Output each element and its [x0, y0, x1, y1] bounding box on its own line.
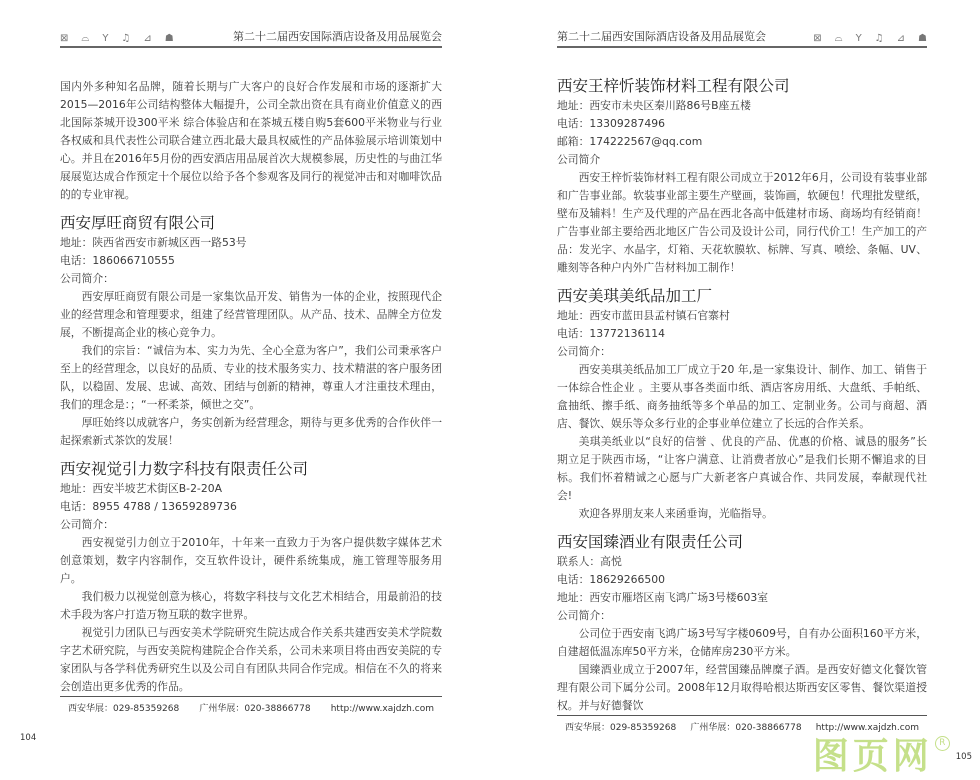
company-name: 西安国臻酒业有限责任公司 [557, 533, 744, 551]
address: 地址：西安市未央区秦川路86号B座五楼 [557, 99, 751, 112]
left-content [60, 78, 442, 696]
company-entry [60, 212, 442, 450]
header-title: 第二十二届西安国际酒店设备及用品展览会 [557, 30, 766, 43]
menu-card-icon: ⊠ [60, 33, 69, 44]
paragraph: 我们极力以视觉创意为核心，将数字科技与文化艺术相结合，用最前沿的技术手段为客户打造万物互联的数字世界。 [60, 590, 442, 621]
left-page [0, 0, 490, 761]
bell-icon: ♫ [121, 33, 131, 44]
wine-glass-icon: Y [855, 33, 862, 44]
kettle-icon: ⊿ [143, 33, 152, 44]
company-name: 西安王梓忻装饰材料工程有限公司 [557, 77, 790, 95]
page-header [60, 32, 442, 48]
phone: 电话：18629266500 [557, 573, 665, 586]
intro-label: 公司简介： [557, 345, 611, 358]
watermark-logo: 图页网 [812, 736, 933, 777]
menu-card-icon: ⊠ [813, 33, 822, 44]
address: 地址：西安市雁塔区南飞鸿广场3号楼603室 [557, 591, 769, 604]
guangzhou-contact: 广州华展：020-38866778 [690, 723, 802, 733]
page-header [557, 32, 927, 48]
registered-mark: R [935, 736, 950, 751]
intro-paragraph: 国内外多种知名品牌，随着长期与广大客户的良好合作发展和市场的逐渐扩大2015—2016年公司结构整体大幅提升，公司全款出资在具有商业价值意义的西北国际茶城开设300平米 综合体验店和在茶城五楼自购5套600平米物业与行业各权威和具代表性公司联合建立西北最大最具权威性的产品体验展示培训策划中心。并且在2016年5月份的西安酒店用品展首次大规模参展，历史性的与曲江华展展览达成合作预定十个展位以给予各个参观客及同行的视觉冲击和对咖啡饮品的的专业审视。 [60, 80, 442, 201]
company-entry [60, 458, 442, 696]
kettle-icon: ⊿ [896, 33, 906, 44]
page-footer [60, 696, 442, 715]
intro-label: 公司简介 [557, 153, 601, 166]
bell-icon: ♫ [874, 33, 884, 44]
company-entry [557, 531, 927, 715]
website-link[interactable]: http://www.xajdzh.com [330, 704, 434, 714]
intro-label: 公司简介： [60, 272, 114, 285]
dining-table-icon: ⌓ [834, 33, 843, 44]
wine-glass-icon: Y [102, 33, 109, 44]
contact-person: 联系人：高悦 [557, 555, 622, 568]
paragraph: 公司位于西安南飞鸿广场3号写字楼0609号，自有办公面积160平方米，自建超低温冻库50平方米，仓储库房230平方米。 [557, 627, 927, 658]
address: 地址：西安市蓝田县孟村镇石官寨村 [557, 309, 730, 322]
phone: 电话：186066710555 [60, 254, 175, 267]
xian-contact: 西安华展：029-85359268 [565, 723, 677, 733]
header-icons [813, 33, 927, 44]
intro-label: 公司简介： [557, 609, 611, 622]
address: 地址：西安半坡艺术街区B-2-20A [60, 482, 222, 495]
paragraph: 国臻酒业成立于2007年，经营国臻品牌糜子酒。是西安好德文化餐饮管理有限公司下属分公司。2008年12月取得哈根达斯西安区零售、餐饮渠道授权。并与好德餐饮 [557, 663, 927, 712]
paragraph: 西安厚旺商贸有限公司是一家集饮品开发、销售为一体的企业，按照现代企业的经营理念和管理要求，组建了经营管理团队。从产品、技术、品牌全方位发展，不断提高企业的核心竞争力。 [60, 290, 442, 339]
intro-label: 公司简介： [60, 518, 114, 531]
page-number: 104 [20, 733, 37, 743]
phone: 电话：13309287496 [557, 117, 665, 130]
paragraph: 我们的宗旨：“诚信为本、实力为先、全心全意为客户”，我们公司秉承客户至上的经营理念，以良好的品质、专业的技术服务实力、技术精湛的客户服务团队，以稳固、发展、忠诚、高效、团结与创新的精神，尊重人才注重技术理由，我们的理念是：；“一杯柔茶，倾世之交”。 [60, 344, 442, 411]
company-entry [557, 285, 927, 523]
page-bottom [20, 715, 442, 761]
right-content [557, 75, 927, 715]
chair-icon: ☗ [164, 33, 174, 44]
paragraph: 西安美琪美纸品加工厂成立于20 年,是一家集设计、制作、加工、销售于一体综合性企业 。主要从事各类面巾纸、酒店客房用纸、大盘纸、手帕纸、盒抽纸、擦手纸、商务抽纸等多个单品的加工、定制业务。公司与商超、酒店、餐饮、娱乐等众多行业的企事业单位建立了长远的合作关系。 [557, 363, 927, 430]
company-name: 西安厚旺商贸有限公司 [60, 214, 216, 232]
paragraph: 欢迎各界朋友来人来函垂询，光临指导。 [578, 507, 773, 520]
paragraph: 视觉引力团队已与西安美术学院研究生院达成合作关系共建西安美术学院数字艺术研究院，与西安美院构建院企合作关系，公司未来项目将由西安美院的专家团队与各学科优秀研究生以及公司自有团队共同合作完成。相信在不久的将来会创造出更多优秀的作品。 [60, 626, 442, 693]
phone: 电话：13772136114 [557, 327, 665, 340]
website-link[interactable]: http://www.xajdzh.com [815, 723, 919, 733]
paragraph: 厚旺始终以成就客户，务实创新为经营理念，期待与更多优秀的合作伙伴一起探索新式茶饮的发展！ [60, 416, 442, 447]
dining-table-icon: ⌓ [81, 33, 90, 44]
company-name: 西安美琪美纸品加工厂 [557, 287, 713, 305]
guangzhou-contact: 广州华展：020-38866778 [199, 704, 311, 714]
xian-contact: 西安华展：029-85359268 [68, 704, 180, 714]
right-page [490, 0, 980, 780]
email: 邮箱：174222567@qq.com [557, 135, 703, 148]
page-number: 105 [955, 752, 972, 762]
paragraph: 西安视觉引力创立于2010年，十年来一直致力于为客户提供数字媒体艺术创意策划，数字内容制作，交互软件设计，硬件系统集成，施工管理等服务用户。 [60, 536, 442, 585]
company-entry [557, 75, 927, 277]
header-icons [60, 33, 174, 44]
address: 地址：陕西省西安市新城区西一路53号 [60, 236, 247, 249]
company-name: 西安视觉引力数字科技有限责任公司 [60, 460, 309, 478]
header-title: 第二十二届西安国际酒店设备及用品展览会 [233, 30, 442, 43]
paragraph: 西安王梓忻装饰材料工程有限公司成立于2012年6月，公司设有装事业部和广告事业部。软装事业部主要生产壁画，装饰画，软硬包！代理批发壁纸，壁布及辅料！生产及代理的产品在西北各高中低建材市场、商场均有经销商！广告事业部主要给西北地区广告公司及设计公司，同行代价工！生产加工的产品：发光字、水晶字，灯箱、天花软膜软、标牌、写真、喷绘、条幅、UV、雕刻等各种户内外广告材料加工制作！ [557, 171, 927, 274]
chair-icon: ☗ [918, 33, 927, 44]
page-footer [557, 715, 927, 734]
page-bottom [557, 734, 972, 780]
paragraph: 美琪美纸业以“良好的信誉 、优良的产品、优惠的价格、诚恳的服务”长期立足于陕西市场，“让客户满意、让消费者放心”是我们长期不懈追求的目标。我们怀着精诚之心愿与广大新老客户真诚合作、共同发展，奉献现代社会! [557, 435, 927, 502]
phone: 电话：8955 4788 / 13659289736 [60, 500, 237, 513]
